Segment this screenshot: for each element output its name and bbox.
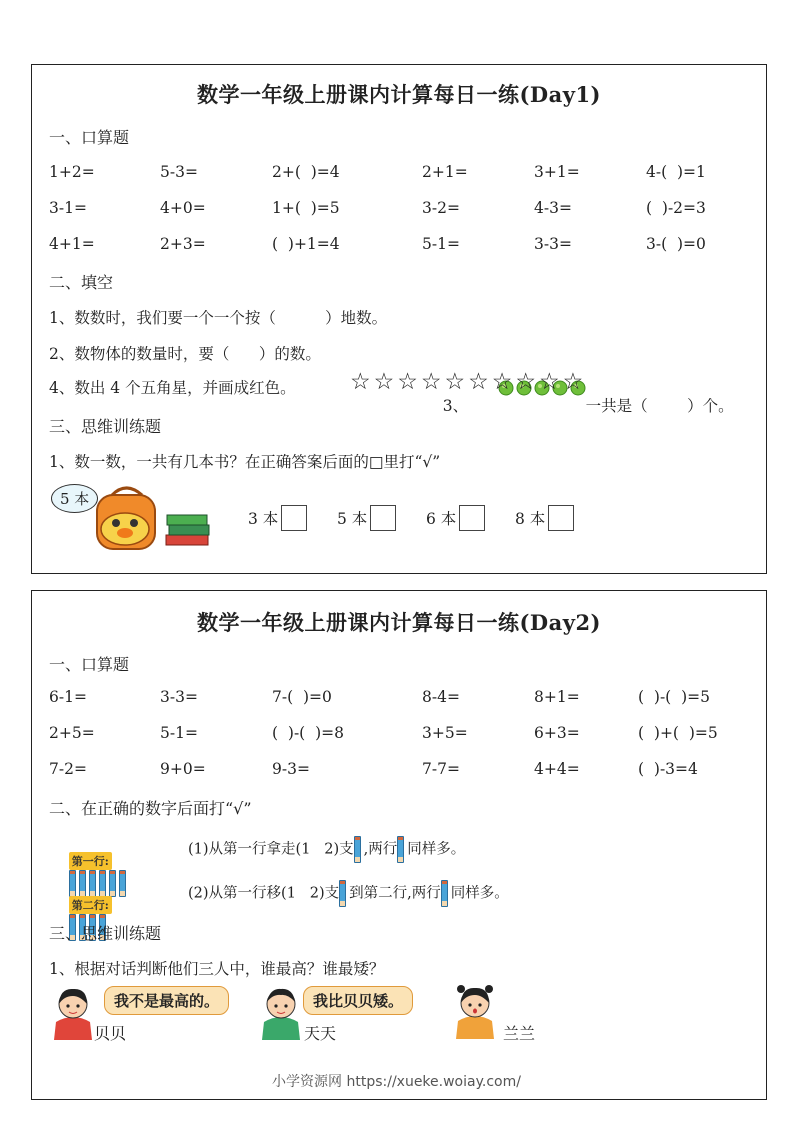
- day1-section-thinking: 三、思维训练题: [49, 417, 162, 436]
- oral-item: 6-1=: [49, 688, 87, 706]
- girl-lanlan-icon: [452, 981, 498, 1043]
- speech-bubble: 5 本: [51, 484, 98, 513]
- day2-section-oral: 一、口算题: [49, 655, 130, 674]
- pencil-icon: [441, 880, 448, 907]
- option-6[interactable]: 6 本: [426, 505, 485, 531]
- oral-item: 2+( )=4: [272, 163, 340, 181]
- oral-item: 7-7=: [422, 760, 460, 778]
- day2-section-check: 二、在正确的数字后面打“√”: [49, 799, 252, 818]
- oral-item: 1+2=: [49, 163, 95, 181]
- oral-item: 4+0=: [160, 199, 206, 217]
- oral-item: 5-1=: [422, 235, 460, 253]
- option-5[interactable]: 5 本: [337, 505, 396, 531]
- pencil-icon: [339, 880, 346, 907]
- answer-checkbox[interactable]: [459, 505, 485, 531]
- pencil-icon: [397, 836, 404, 863]
- name-tiantian: 天天: [304, 1024, 337, 1043]
- oral-item: ( )+( )=5: [638, 724, 718, 742]
- row-1-tag: 第一行:: [69, 852, 112, 870]
- oral-item: 6+3=: [534, 724, 580, 742]
- footer-source: 小学资源网 https://xueke.woiay.com/: [272, 1074, 521, 1090]
- oral-item: 5-1=: [160, 724, 198, 742]
- oral-item: 7-( )=0: [272, 688, 332, 706]
- oral-item: 5-3=: [160, 163, 198, 181]
- pencil-icon: [354, 836, 361, 863]
- oral-item: 8+1=: [534, 688, 580, 706]
- oral-item: 3-2=: [422, 199, 460, 217]
- oral-item: 3-1=: [49, 199, 87, 217]
- speech-bubble-beibei: 我不是最高的。: [104, 986, 229, 1015]
- name-lanlan: 兰兰: [503, 1024, 536, 1043]
- day1-section-fill: 二、填空: [49, 273, 114, 292]
- oral-item: 4+1=: [49, 235, 95, 253]
- pencil-row-2: [49, 877, 112, 959]
- fill-question-1: 1、数数时，我们要一个一个按（ ）地数。: [49, 309, 388, 327]
- oral-item: ( )+1=4: [272, 235, 340, 253]
- oral-item: 8-4=: [422, 688, 460, 706]
- fill-question-2: 2、数物体的数量时，要（ ）的数。: [49, 345, 321, 363]
- option-8[interactable]: 8 本: [515, 505, 574, 531]
- oral-item: 3-3=: [160, 688, 198, 706]
- oral-item: 4-( )=1: [646, 163, 706, 181]
- oral-item: ( )-( )=8: [272, 724, 344, 742]
- oral-item: ( )-3=4: [638, 760, 698, 778]
- day2-card: [31, 590, 767, 1100]
- option-3[interactable]: 3 本: [248, 505, 307, 531]
- oral-item: ( )-2=3: [646, 199, 706, 217]
- day2-title: 数学一年级上册课内计算每日一练(Day2): [196, 610, 601, 635]
- oral-item: 4+4=: [534, 760, 580, 778]
- day2-section-thinking: 三、思维训练题: [49, 924, 162, 943]
- thinking-question-1: 1、数一数，一共有几本书？在正确答案后面的□里打“√”: [49, 453, 441, 471]
- fill-question-3-prefix: 3、: [442, 397, 469, 415]
- answer-checkbox[interactable]: [548, 505, 574, 531]
- oral-item: 3+5=: [422, 724, 468, 742]
- oral-item: 2+1=: [422, 163, 468, 181]
- oral-item: 9-3=: [272, 760, 310, 778]
- answer-checkbox[interactable]: [281, 505, 307, 531]
- thinking-question-1: 1、根据对话判断他们三人中，谁最高？谁最矮？: [49, 960, 385, 978]
- row-2-tag: 第二行:: [69, 896, 112, 914]
- name-beibei: 贝贝: [94, 1024, 127, 1043]
- answer-checkbox[interactable]: [370, 505, 396, 531]
- oral-item: 4-3=: [534, 199, 572, 217]
- oral-item: 3-( )=0: [646, 235, 706, 253]
- star-icons: ☆☆☆☆☆☆☆☆☆☆: [350, 369, 587, 395]
- oral-item: 3+1=: [534, 163, 580, 181]
- pencil-question-2: (2)从第一行移(1 2)支 到第二行,两行 同样多。: [188, 880, 509, 907]
- pencil-question-1: (1)从第一行拿走(1 2)支 ,两行 同样多。: [188, 836, 465, 863]
- oral-item: 1+( )=5: [272, 199, 340, 217]
- oral-item: 7-2=: [49, 760, 87, 778]
- books-icon: [164, 511, 212, 553]
- day1-section-oral: 一、口算题: [49, 128, 130, 147]
- boy-tiantian-icon: [258, 984, 304, 1044]
- oral-item: 2+5=: [49, 724, 95, 742]
- oral-item: 3-3=: [534, 235, 572, 253]
- speech-bubble-tiantian: 我比贝贝矮。: [303, 986, 413, 1015]
- backpack-icon: [87, 485, 167, 555]
- oral-item: 9+0=: [160, 760, 206, 778]
- fill-question-3-suffix: 一共是（ ）个。: [585, 397, 734, 415]
- oral-item: 2+3=: [160, 235, 206, 253]
- day1-card: [31, 64, 767, 574]
- oral-item: ( )-( )=5: [638, 688, 710, 706]
- girl-beibei-icon: [50, 984, 96, 1044]
- fill-question-4: 4、数出 4 个五角星，并画成红色。: [49, 379, 296, 397]
- day1-title: 数学一年级上册课内计算每日一练(Day1): [196, 82, 601, 107]
